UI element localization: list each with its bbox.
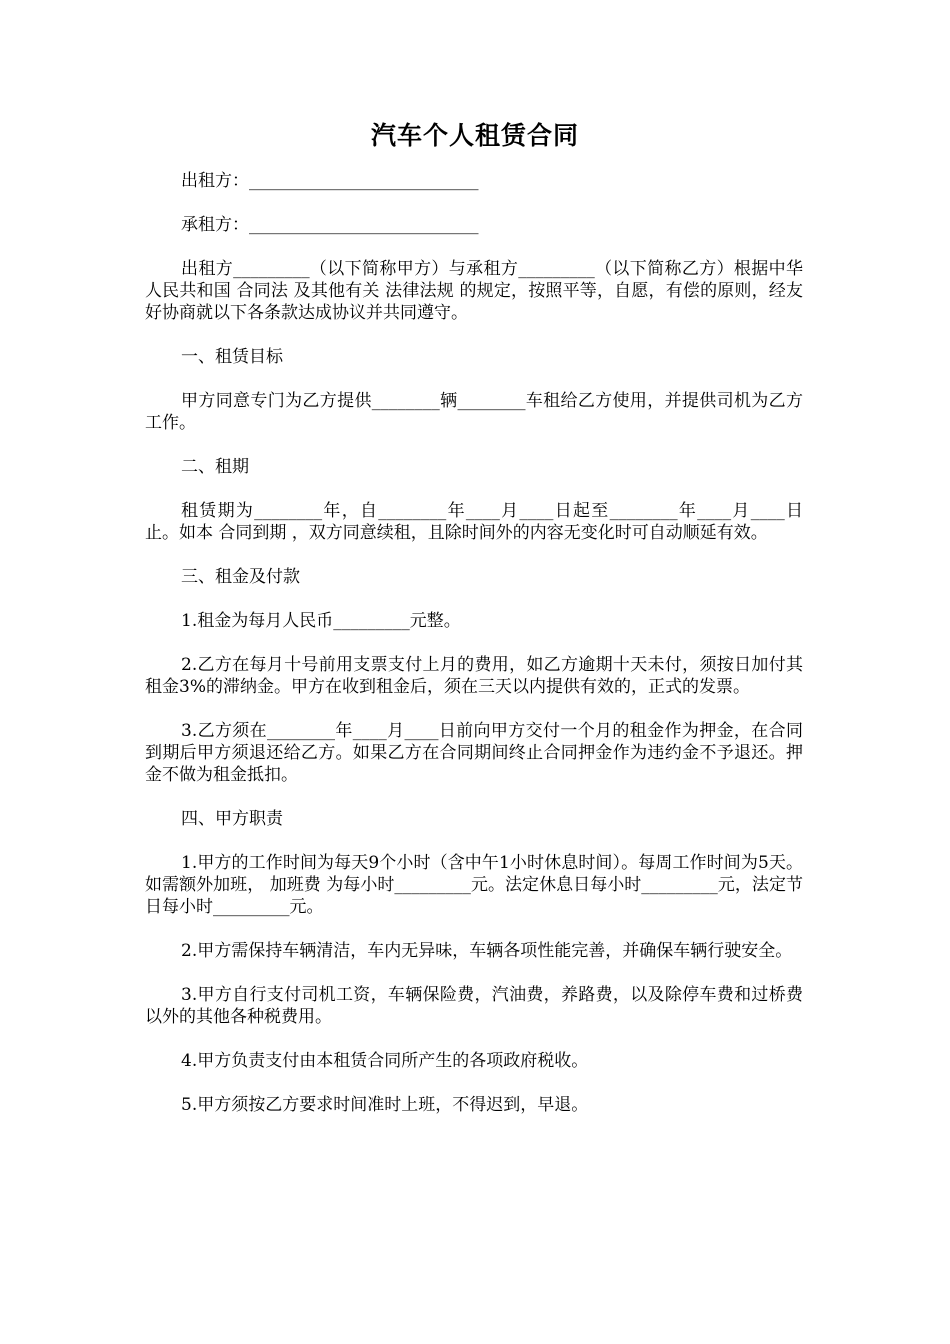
clause-paragraph: 1.甲方的工作时间为每天9个小时（含中午1小时休息时间）。每周工作时间为5天。如需额外加班， 加班费 为每小时_________元。法定休息日每小时_________元，法定节日每小时_________元。 [145,853,803,917]
preamble-paragraph: 出租方_________（以下简称甲方）与承租方_________（以下简称乙方）根据中华人民共和国 合同法 及其他有关 法律法规 的规定，按照平等，自愿，有偿的原则，经友好协商就以下各条款达成协议并共同遵守。 [145,259,803,323]
section-heading-3: 三、租金及付款 [181,567,300,587]
clause-paragraph: 2.乙方在每月十号前用支票支付上月的费用，如乙方逾期十天未付，须按日加付其租金3%的滞纳金。甲方在收到租金后，须在三天以内提供有效的，正式的发票。 [145,655,803,697]
document-body [145,170,803,1138]
section-heading-4: 四、甲方职责 [181,809,283,829]
lessor-line: 出租方：___________________________ [181,171,479,191]
clause-paragraph: 租赁期为________年，自________年____月____日起至________年____月____日止。如本 合同到期 ，双方同意续租，且除时间外的内容无变化时可自动顺延有效。 [145,501,803,543]
document-title: 汽车个人租赁合同 [370,121,579,150]
section-heading-1: 一、租赁目标 [181,347,283,367]
clause-paragraph: 4.甲方负责支付由本租赁合同所产生的各项政府税收。 [181,1051,589,1071]
clause-paragraph: 3.甲方自行支付司机工资，车辆保险费，汽油费，养路费，以及除停车费和过桥费以外的其他各种税费用。 [145,985,803,1027]
lessee-line: 承租方：___________________________ [181,215,479,235]
clause-paragraph: 5.甲方须按乙方要求时间准时上班，不得迟到，早退。 [181,1095,589,1115]
clause-paragraph: 3.乙方须在________年____月____日前向甲方交付一个月的租金作为押金，在合同到期后甲方须退还给乙方。如果乙方在合同期间终止合同押金作为违约金不予退还。押金不做为租金抵扣。 [145,721,803,785]
section-heading-2: 二、租期 [181,457,249,477]
clause-paragraph: 1.租金为每月人民币_________元整。 [181,611,461,631]
clause-paragraph: 甲方同意专门为乙方提供________辆________车租给乙方使用，并提供司机为乙方工作。 [145,391,803,433]
clause-paragraph: 2.甲方需保持车辆清洁，车内无异味，车辆各项性能完善，并确保车辆行驶安全。 [181,941,793,961]
